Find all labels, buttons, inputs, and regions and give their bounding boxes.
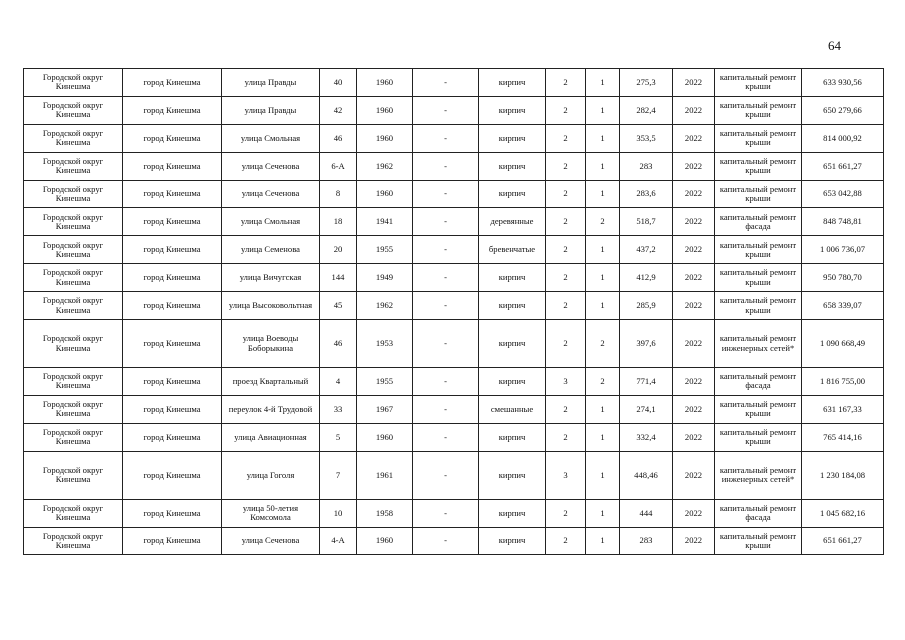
work-type-cell: капитальный ремонт фасада <box>715 208 802 236</box>
street-cell: улица Сеченова <box>222 152 320 180</box>
district-cell: Городской округ Кинешма <box>24 395 123 423</box>
house-number-cell: 6-А <box>320 152 357 180</box>
district-cell: Городской округ Кинешма <box>24 96 123 124</box>
wall-material-cell: кирпич <box>479 264 546 292</box>
repair-year-cell: 2022 <box>673 320 715 368</box>
cost-cell: 633 930,56 <box>802 69 884 97</box>
work-type-cell: капитальный ремонт крыши <box>715 423 802 451</box>
work-type-cell: капитальный ремонт инженерных сетей* <box>715 320 802 368</box>
district-cell: Городской округ Кинешма <box>24 264 123 292</box>
cost-cell: 1 816 755,00 <box>802 368 884 396</box>
table-row <box>24 451 884 499</box>
empty-value-cell: - <box>413 368 479 396</box>
floors-cell: 2 <box>546 527 586 555</box>
floors-cell: 2 <box>546 96 586 124</box>
year-built-cell: 1955 <box>357 236 413 264</box>
work-type-cell: капитальный ремонт крыши <box>715 96 802 124</box>
district-cell: Городской округ Кинешма <box>24 208 123 236</box>
repair-year-cell: 2022 <box>673 96 715 124</box>
city-cell: город Кинешма <box>123 499 222 527</box>
repair-year-cell: 2022 <box>673 208 715 236</box>
city-cell: город Кинешма <box>123 292 222 320</box>
empty-value-cell: - <box>413 451 479 499</box>
district-cell: Городской округ Кинешма <box>24 236 123 264</box>
repair-year-cell: 2022 <box>673 236 715 264</box>
cost-cell: 848 748,81 <box>802 208 884 236</box>
house-number-cell: 8 <box>320 180 357 208</box>
work-type-cell: капитальный ремонт крыши <box>715 292 802 320</box>
table-row <box>24 423 884 451</box>
floors-cell: 2 <box>546 180 586 208</box>
work-type-cell: капитальный ремонт крыши <box>715 124 802 152</box>
floors-cell: 2 <box>546 208 586 236</box>
floors-cell: 2 <box>546 152 586 180</box>
city-cell: город Кинешма <box>123 236 222 264</box>
floors-cell: 2 <box>546 320 586 368</box>
street-cell: улица Высоковольтная <box>222 292 320 320</box>
city-cell: город Кинешма <box>123 395 222 423</box>
area-cell: 283,6 <box>620 180 673 208</box>
district-cell: Городской округ Кинешма <box>24 320 123 368</box>
empty-value-cell: - <box>413 320 479 368</box>
entrances-cell: 2 <box>586 368 620 396</box>
city-cell: город Кинешма <box>123 180 222 208</box>
city-cell: город Кинешма <box>123 152 222 180</box>
work-type-cell: капитальный ремонт крыши <box>715 152 802 180</box>
entrances-cell: 2 <box>586 208 620 236</box>
house-number-cell: 18 <box>320 208 357 236</box>
cost-cell: 1 045 682,16 <box>802 499 884 527</box>
year-built-cell: 1960 <box>357 180 413 208</box>
floors-cell: 3 <box>546 368 586 396</box>
wall-material-cell: смешанные <box>479 395 546 423</box>
district-cell: Городской округ Кинешма <box>24 527 123 555</box>
empty-value-cell: - <box>413 499 479 527</box>
house-number-cell: 4-А <box>320 527 357 555</box>
year-built-cell: 1960 <box>357 69 413 97</box>
year-built-cell: 1960 <box>357 423 413 451</box>
area-cell: 397,6 <box>620 320 673 368</box>
house-number-cell: 45 <box>320 292 357 320</box>
entrances-cell: 1 <box>586 499 620 527</box>
repair-year-cell: 2022 <box>673 368 715 396</box>
city-cell: город Кинешма <box>123 320 222 368</box>
wall-material-cell: кирпич <box>479 527 546 555</box>
empty-value-cell: - <box>413 152 479 180</box>
table-row <box>24 395 884 423</box>
year-built-cell: 1955 <box>357 368 413 396</box>
empty-value-cell: - <box>413 124 479 152</box>
street-cell: улица Смольная <box>222 208 320 236</box>
year-built-cell: 1960 <box>357 527 413 555</box>
house-number-cell: 7 <box>320 451 357 499</box>
street-cell: улица Семенова <box>222 236 320 264</box>
floors-cell: 2 <box>546 499 586 527</box>
wall-material-cell: кирпич <box>479 368 546 396</box>
cost-cell: 658 339,07 <box>802 292 884 320</box>
house-number-cell: 46 <box>320 320 357 368</box>
cost-cell: 1 006 736,07 <box>802 236 884 264</box>
city-cell: город Кинешма <box>123 264 222 292</box>
street-cell: улица Сеченова <box>222 527 320 555</box>
city-cell: город Кинешма <box>123 96 222 124</box>
table-row <box>24 124 884 152</box>
year-built-cell: 1941 <box>357 208 413 236</box>
city-cell: город Кинешма <box>123 208 222 236</box>
entrances-cell: 1 <box>586 395 620 423</box>
work-type-cell: капитальный ремонт крыши <box>715 264 802 292</box>
work-type-cell: капитальный ремонт фасада <box>715 499 802 527</box>
repair-year-cell: 2022 <box>673 395 715 423</box>
area-cell: 771,4 <box>620 368 673 396</box>
street-cell: улица Правды <box>222 96 320 124</box>
area-cell: 518,7 <box>620 208 673 236</box>
empty-value-cell: - <box>413 395 479 423</box>
wall-material-cell: кирпич <box>479 292 546 320</box>
house-number-cell: 20 <box>320 236 357 264</box>
street-cell: улица Гоголя <box>222 451 320 499</box>
cost-cell: 1 230 184,08 <box>802 451 884 499</box>
cost-cell: 950 780,70 <box>802 264 884 292</box>
page-number: 64 <box>828 38 841 53</box>
table-row <box>24 320 884 368</box>
wall-material-cell: кирпич <box>479 423 546 451</box>
table-row <box>24 499 884 527</box>
empty-value-cell: - <box>413 527 479 555</box>
district-cell: Городской округ Кинешма <box>24 499 123 527</box>
empty-value-cell: - <box>413 180 479 208</box>
work-type-cell: капитальный ремонт инженерных сетей* <box>715 451 802 499</box>
year-built-cell: 1953 <box>357 320 413 368</box>
empty-value-cell: - <box>413 69 479 97</box>
street-cell: улица Сеченова <box>222 180 320 208</box>
table-row <box>24 368 884 396</box>
street-cell: улица Воеводы Боборыкина <box>222 320 320 368</box>
floors-cell: 2 <box>546 264 586 292</box>
house-number-cell: 40 <box>320 69 357 97</box>
work-type-cell: капитальный ремонт фасада <box>715 368 802 396</box>
year-built-cell: 1962 <box>357 292 413 320</box>
area-cell: 282,4 <box>620 96 673 124</box>
wall-material-cell: кирпич <box>479 152 546 180</box>
repair-year-cell: 2022 <box>673 527 715 555</box>
repair-year-cell: 2022 <box>673 451 715 499</box>
table-body <box>24 69 884 555</box>
cost-cell: 650 279,66 <box>802 96 884 124</box>
repair-year-cell: 2022 <box>673 292 715 320</box>
wall-material-cell: кирпич <box>479 124 546 152</box>
floors-cell: 2 <box>546 395 586 423</box>
cost-cell: 653 042,88 <box>802 180 884 208</box>
district-cell: Городской округ Кинешма <box>24 152 123 180</box>
cost-cell: 765 414,16 <box>802 423 884 451</box>
entrances-cell: 2 <box>586 320 620 368</box>
street-cell: улица Смольная <box>222 124 320 152</box>
entrances-cell: 1 <box>586 264 620 292</box>
repair-year-cell: 2022 <box>673 264 715 292</box>
table-row <box>24 208 884 236</box>
repair-year-cell: 2022 <box>673 124 715 152</box>
floors-cell: 3 <box>546 451 586 499</box>
city-cell: город Кинешма <box>123 451 222 499</box>
entrances-cell: 1 <box>586 180 620 208</box>
work-type-cell: капитальный ремонт крыши <box>715 527 802 555</box>
empty-value-cell: - <box>413 423 479 451</box>
table-row <box>24 527 884 555</box>
empty-value-cell: - <box>413 96 479 124</box>
year-built-cell: 1961 <box>357 451 413 499</box>
area-cell: 444 <box>620 499 673 527</box>
table-row <box>24 152 884 180</box>
wall-material-cell: кирпич <box>479 96 546 124</box>
area-cell: 283 <box>620 527 673 555</box>
table-row <box>24 292 884 320</box>
wall-material-cell: бревенчатые <box>479 236 546 264</box>
cost-cell: 1 090 668,49 <box>802 320 884 368</box>
house-number-cell: 10 <box>320 499 357 527</box>
entrances-cell: 1 <box>586 236 620 264</box>
repair-year-cell: 2022 <box>673 69 715 97</box>
house-number-cell: 46 <box>320 124 357 152</box>
district-cell: Городской округ Кинешма <box>24 124 123 152</box>
wall-material-cell: кирпич <box>479 499 546 527</box>
street-cell: улица 50-летия Комсомола <box>222 499 320 527</box>
entrances-cell: 1 <box>586 527 620 555</box>
work-type-cell: капитальный ремонт крыши <box>715 236 802 264</box>
area-cell: 285,9 <box>620 292 673 320</box>
wall-material-cell: кирпич <box>479 451 546 499</box>
area-cell: 332,4 <box>620 423 673 451</box>
district-cell: Городской округ Кинешма <box>24 180 123 208</box>
house-number-cell: 33 <box>320 395 357 423</box>
table-row <box>24 69 884 97</box>
year-built-cell: 1967 <box>357 395 413 423</box>
district-cell: Городской округ Кинешма <box>24 69 123 97</box>
district-cell: Городской округ Кинешма <box>24 292 123 320</box>
empty-value-cell: - <box>413 264 479 292</box>
wall-material-cell: кирпич <box>479 180 546 208</box>
entrances-cell: 1 <box>586 69 620 97</box>
street-cell: переулок 4-й Трудовой <box>222 395 320 423</box>
cost-cell: 631 167,33 <box>802 395 884 423</box>
house-number-cell: 4 <box>320 368 357 396</box>
street-cell: проезд Квартальный <box>222 368 320 396</box>
floors-cell: 2 <box>546 292 586 320</box>
floors-cell: 2 <box>546 69 586 97</box>
year-built-cell: 1960 <box>357 96 413 124</box>
year-built-cell: 1962 <box>357 152 413 180</box>
entrances-cell: 1 <box>586 451 620 499</box>
work-type-cell: капитальный ремонт крыши <box>715 395 802 423</box>
city-cell: город Кинешма <box>123 69 222 97</box>
entrances-cell: 1 <box>586 423 620 451</box>
city-cell: город Кинешма <box>123 124 222 152</box>
floors-cell: 2 <box>546 124 586 152</box>
district-cell: Городской округ Кинешма <box>24 451 123 499</box>
area-cell: 353,5 <box>620 124 673 152</box>
area-cell: 274,1 <box>620 395 673 423</box>
area-cell: 283 <box>620 152 673 180</box>
year-built-cell: 1949 <box>357 264 413 292</box>
wall-material-cell: деревянные <box>479 208 546 236</box>
year-built-cell: 1958 <box>357 499 413 527</box>
empty-value-cell: - <box>413 292 479 320</box>
entrances-cell: 1 <box>586 292 620 320</box>
district-cell: Городской округ Кинешма <box>24 423 123 451</box>
house-number-cell: 42 <box>320 96 357 124</box>
work-type-cell: капитальный ремонт крыши <box>715 69 802 97</box>
district-cell: Городской округ Кинешма <box>24 368 123 396</box>
area-cell: 275,3 <box>620 69 673 97</box>
area-cell: 412,9 <box>620 264 673 292</box>
table-row <box>24 180 884 208</box>
repair-year-cell: 2022 <box>673 180 715 208</box>
wall-material-cell: кирпич <box>479 69 546 97</box>
work-type-cell: капитальный ремонт крыши <box>715 180 802 208</box>
cost-cell: 651 661,27 <box>802 527 884 555</box>
floors-cell: 2 <box>546 423 586 451</box>
street-cell: улица Авиационная <box>222 423 320 451</box>
repair-year-cell: 2022 <box>673 499 715 527</box>
repair-year-cell: 2022 <box>673 152 715 180</box>
repair-year-cell: 2022 <box>673 423 715 451</box>
area-cell: 437,2 <box>620 236 673 264</box>
area-cell: 448,46 <box>620 451 673 499</box>
city-cell: город Кинешма <box>123 423 222 451</box>
empty-value-cell: - <box>413 236 479 264</box>
street-cell: улица Вичугская <box>222 264 320 292</box>
table-row <box>24 96 884 124</box>
table-row <box>24 236 884 264</box>
house-number-cell: 144 <box>320 264 357 292</box>
housing-repair-table <box>23 68 884 555</box>
cost-cell: 651 661,27 <box>802 152 884 180</box>
entrances-cell: 1 <box>586 96 620 124</box>
empty-value-cell: - <box>413 208 479 236</box>
city-cell: город Кинешма <box>123 527 222 555</box>
house-number-cell: 5 <box>320 423 357 451</box>
wall-material-cell: кирпич <box>479 320 546 368</box>
cost-cell: 814 000,92 <box>802 124 884 152</box>
city-cell: город Кинешма <box>123 368 222 396</box>
table-row <box>24 264 884 292</box>
year-built-cell: 1960 <box>357 124 413 152</box>
floors-cell: 2 <box>546 236 586 264</box>
entrances-cell: 1 <box>586 152 620 180</box>
street-cell: улица Правды <box>222 69 320 97</box>
entrances-cell: 1 <box>586 124 620 152</box>
